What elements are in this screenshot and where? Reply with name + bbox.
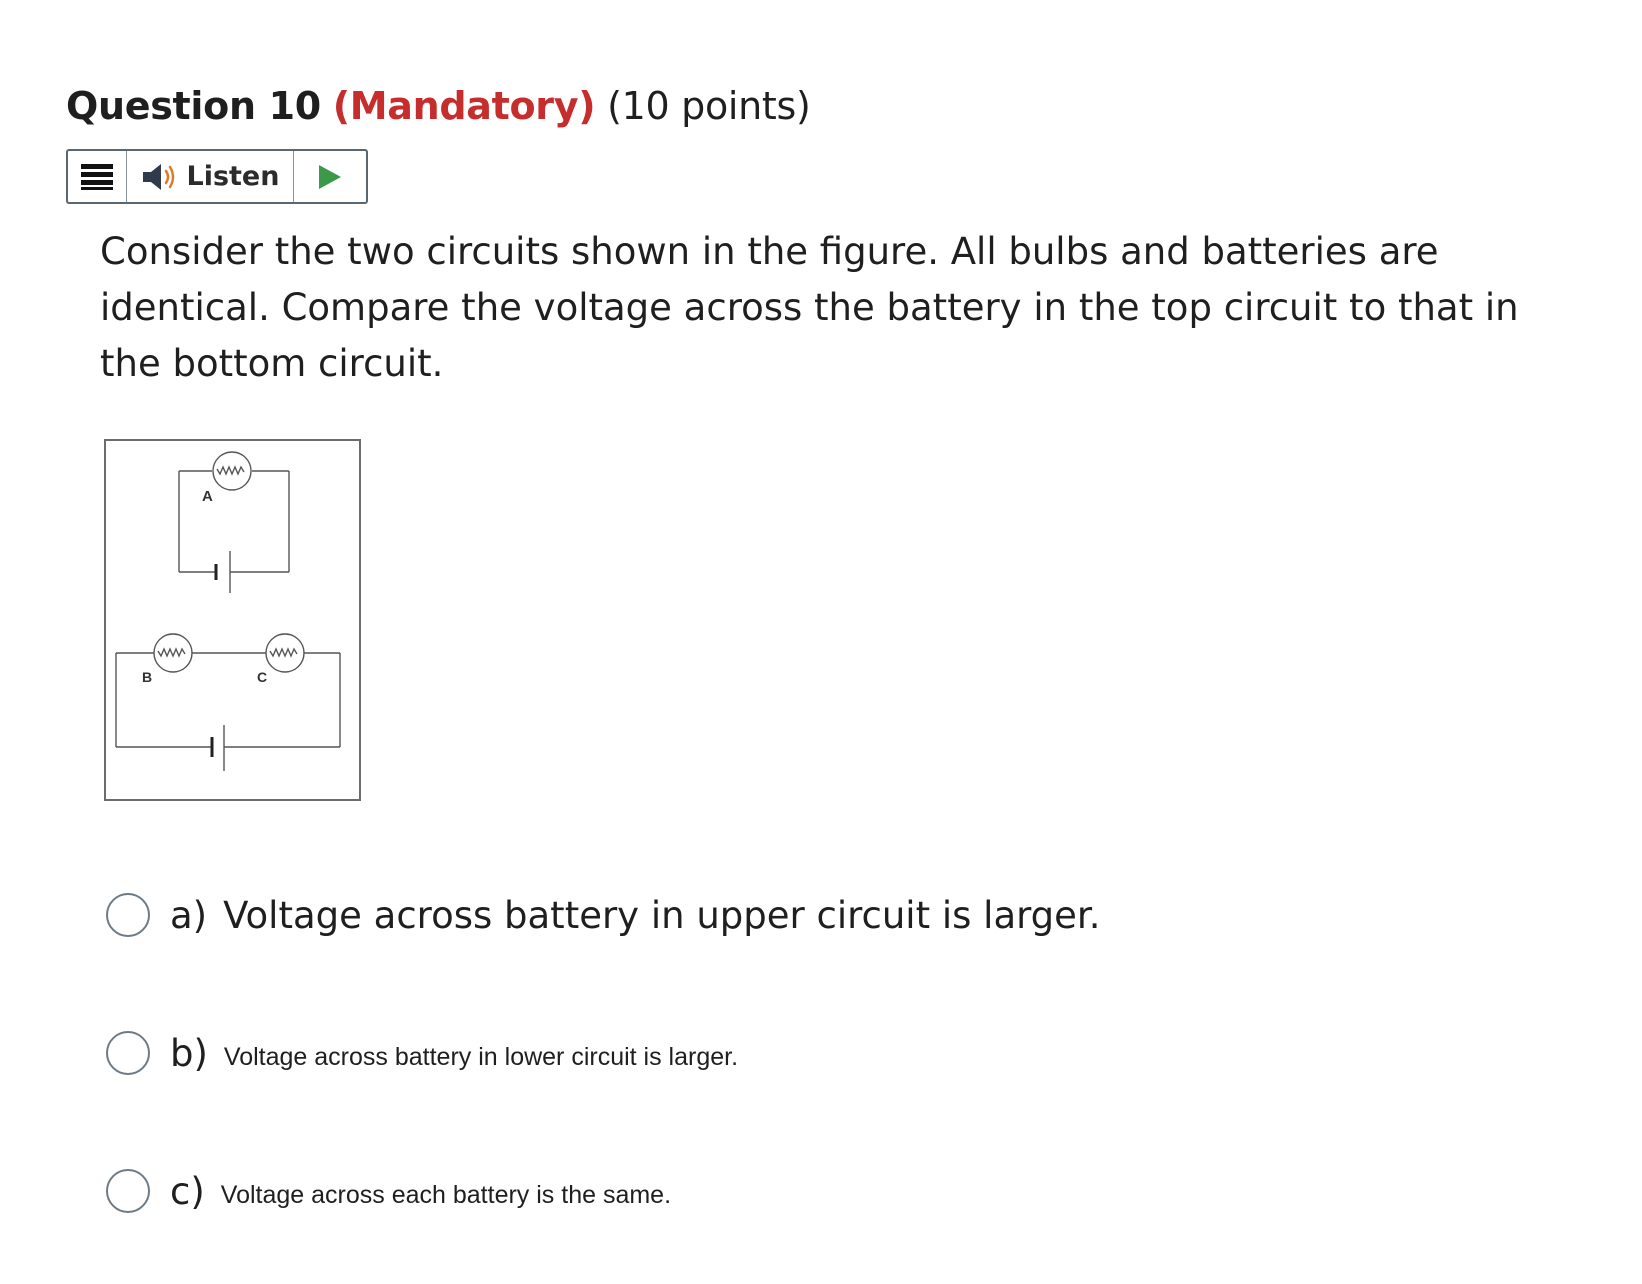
option-a-text: Voltage across battery in upper circuit is larger. — [223, 893, 1101, 937]
listen-label: Listen — [186, 161, 280, 192]
option-b[interactable] — [106, 1031, 738, 1075]
option-a[interactable] — [106, 893, 1101, 937]
speaker-icon — [141, 162, 177, 192]
points-label: (10 points) — [607, 84, 811, 128]
play-button[interactable] — [294, 151, 366, 202]
listen-menu-button[interactable] — [68, 151, 127, 202]
option-b-text: Voltage across battery in lower circuit is larger. — [223, 1042, 739, 1071]
option-c-letter: c) — [170, 1169, 205, 1213]
question-number: Question 10 — [66, 84, 321, 128]
radio-option-a[interactable] — [106, 893, 150, 937]
radio-option-c[interactable] — [106, 1169, 150, 1213]
circuit-figure — [104, 439, 361, 801]
label-a: A — [202, 488, 213, 505]
mandatory-label: (Mandatory) — [332, 84, 596, 128]
listen-toolbar — [66, 149, 368, 204]
label-b: B — [142, 669, 153, 685]
menu-icon — [81, 164, 113, 190]
play-icon — [317, 163, 343, 191]
option-c[interactable] — [106, 1169, 671, 1213]
circuit-diagram — [106, 441, 359, 799]
question-header — [66, 84, 811, 128]
radio-option-b[interactable] — [106, 1031, 150, 1075]
option-c-text: Voltage across each battery is the same. — [220, 1180, 672, 1209]
listen-button[interactable] — [127, 151, 294, 202]
option-a-letter: a) — [170, 893, 208, 937]
label-c: C — [257, 669, 268, 685]
question-text: Consider the two circuits shown in the figure. All bulbs and batteries are identical. Compare the voltage across the battery in the top circuit to that in the bottom circuit. — [100, 230, 1519, 385]
option-b-letter: b) — [170, 1031, 208, 1075]
